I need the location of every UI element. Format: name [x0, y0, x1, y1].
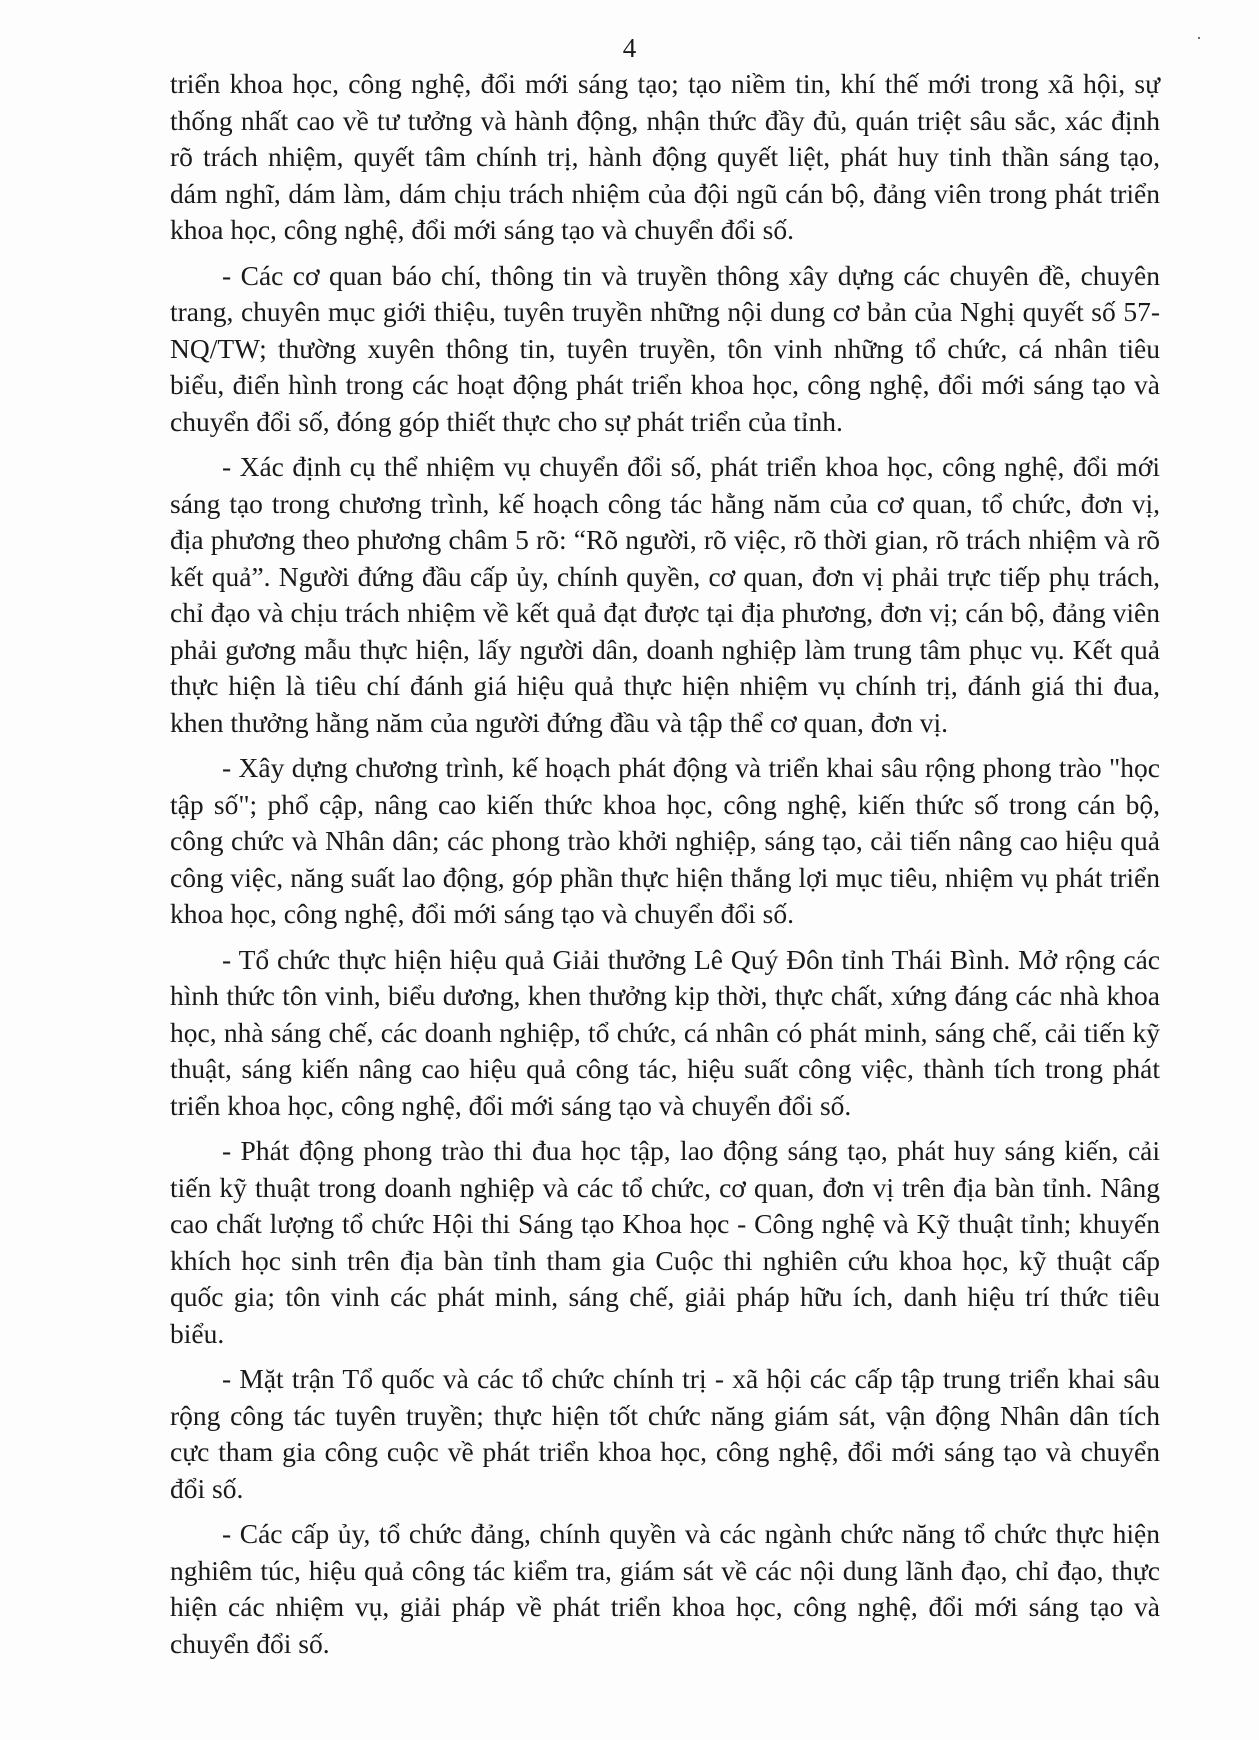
page-number: 4: [622, 33, 637, 63]
scan-mark: ·: [1196, 28, 1202, 48]
paragraph-media-outreach: - Các cơ quan báo chí, thông tin và truyền thông xây dựng các chuyên đề, chuyên trang, chuyên mục giới thiệu, tuyên truyền những nội dung cơ bản của Nghị quyết số 57-NQ/TW; thường xuyên thông tin, tuyên truyền, tôn vinh những tổ chức, cá nhân tiêu biểu, điển hình trong các hoạt động phát triển khoa học, công nghệ, đổi mới sáng tạo và chuyển đổi số, đóng góp thiết thực cho sự phát triển của tỉnh.: [170, 259, 1160, 437]
paragraph-task-definition: - Xác định cụ thể nhiệm vụ chuyển đổi số, phát triển khoa học, công nghệ, đổi mới sáng tạo trong chương trình, kế hoạch công tác hằng năm của cơ quan, tổ chức, đơn vị, địa phương theo phương châm 5 rõ: “Rõ người, rõ việc, rõ thời gian, rõ trách nhiệm và rõ kết quả”. Người đứng đầu cấp ủy, chính quyền, cơ quan, đơn vị phải trực tiếp phụ trách, chỉ đạo và chịu trách nhiệm về kết quả đạt được tại địa phương, đơn vị; cán bộ, đảng viên phải gương mẫu thực hiện, lấy người dân, doanh nghiệp làm trung tâm phục vụ. Kết quả thực hiện là tiêu chí đánh giá hiệu quả thực hiện nhiệm vụ chính trị, đánh giá thi đua, khen thưởng hằng năm của người đứng đầu và tập thể cơ quan, đơn vị.: [170, 451, 1160, 738]
paragraph-continuation: triển khoa học, công nghệ, đổi mới sáng tạo; tạo niềm tin, khí thế mới trong xã hội, sự thống nhất cao về tư tưởng và hành động, nhận thức đầy đủ, quán triệt sâu sắc, xác định rõ trách nhiệm, quyết tâm chính trị, hành động quyết liệt, phát huy tinh thần sáng tạo, dám nghĩ, dám làm, dám chịu trách nhiệm của đội ngũ cán bộ, đảng viên trong phát triển khoa học, công nghệ, đổi mới sáng tạo và chuyển đổi số.: [170, 68, 1160, 245]
paragraph-emulation-movement: - Phát động phong trào thi đua học tập, lao động sáng tạo, phát huy sáng kiến, cải tiến kỹ thuật trong doanh nghiệp và các tổ chức, cơ quan, đơn vị trên địa bàn tỉnh. Nâng cao chất lượng tổ chức Hội thi Sáng tạo Khoa học - Công nghệ và Kỹ thuật tỉnh; khuyến khích học sinh trên địa bàn tỉnh tham gia Cuộc thi nghiên cứu khoa học, kỹ thuật cấp quốc gia; tôn vinh các phát minh, sáng chế, giải pháp hữu ích, danh hiệu trí thức tiêu biểu.: [170, 1135, 1160, 1349]
paragraph-le-quy-don-award: - Tổ chức thực hiện hiệu quả Giải thưởng Lê Quý Đôn tỉnh Thái Bình. Mở rộng các hình thức tôn vinh, biểu dương, khen thưởng kịp thời, thực chất, xứng đáng các nhà khoa học, nhà sáng chế, các doanh nghiệp, tổ chức, cá nhân có phát minh, sáng chế, cải tiến kỹ thuật, sáng kiến nâng cao hiệu quả công tác, hiệu suất công việc, thành tích trong phát triển khoa học, công nghệ, đổi mới sáng tạo và chuyển đổi số.: [170, 943, 1160, 1121]
document-body: [170, 66, 1160, 1671]
paragraph-fatherland-front: - Mặt trận Tổ quốc và các tổ chức chính trị - xã hội các cấp tập trung triển khai sâu rộng công tác tuyên truyền; thực hiện tốt chức năng giám sát, vận động Nhân dân tích cực tham gia công cuộc về phát triển khoa học, công nghệ, đổi mới sáng tạo và chuyển đổi số.: [170, 1363, 1160, 1504]
paragraph-inspection-supervision: - Các cấp ủy, tổ chức đảng, chính quyền và các ngành chức năng tổ chức thực hiện nghiêm túc, hiệu quả công tác kiểm tra, giám sát về các nội dung lãnh đạo, chỉ đạo, thực hiện các nhiệm vụ, giải pháp về phát triển khoa học, công nghệ, đổi mới sáng tạo và chuyển đổi số.: [170, 1518, 1160, 1659]
paragraph-digital-learning: - Xây dựng chương trình, kế hoạch phát động và triển khai sâu rộng phong trào "học tập số"; phổ cập, nâng cao kiến thức khoa học, công nghệ, kiến thức số trong cán bộ, công chức và Nhân dân; các phong trào khởi nghiệp, sáng tạo, cải tiến nâng cao hiệu quả công việc, năng suất lao động, góp phần thực hiện thắng lợi mục tiêu, nhiệm vụ phát triển khoa học, công nghệ, đổi mới sáng tạo và chuyển đổi số.: [170, 752, 1160, 929]
